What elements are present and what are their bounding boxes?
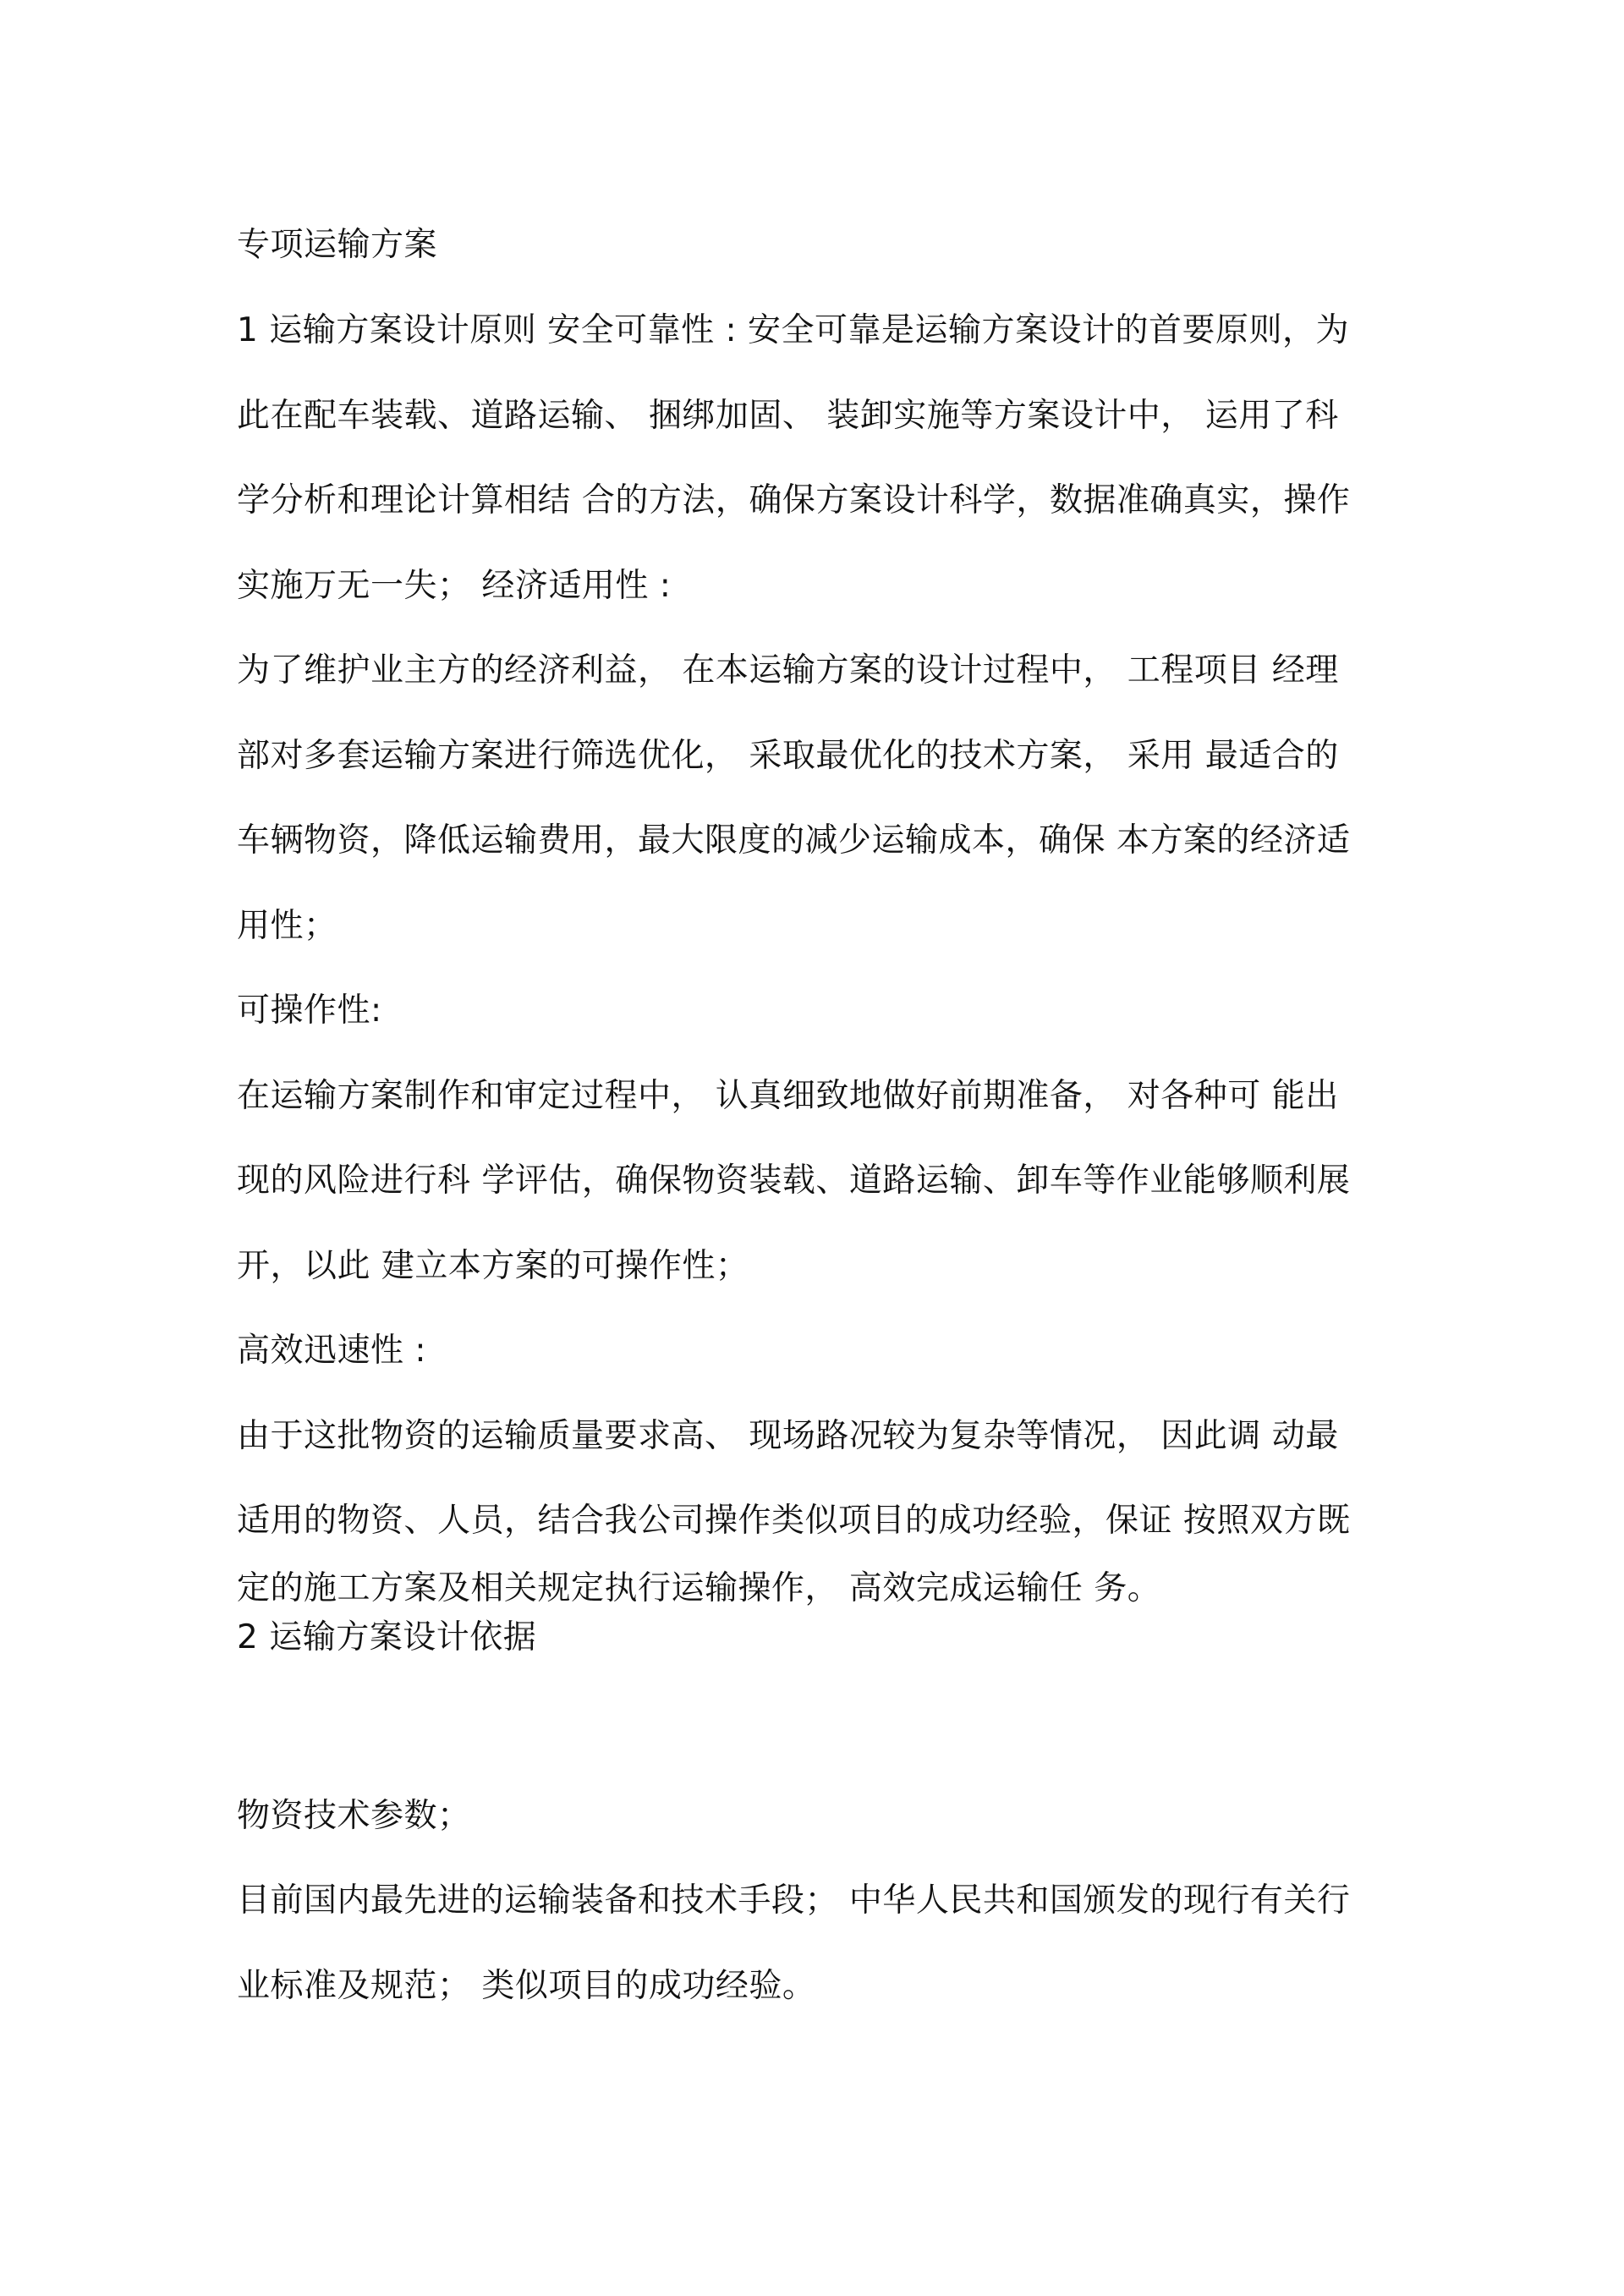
text-line: 用性； (237, 906, 337, 945)
section-1-text (237, 288, 1387, 1613)
document-body (237, 213, 1387, 2029)
text-line: 高效迅速性 : (237, 1332, 427, 1370)
text-line: 可操作性: (237, 991, 382, 1030)
text-line: 为了维护业主方的经济利益， 在本运输方案的设计过程中， 工程项目 经理 (237, 651, 1339, 689)
section-2-heading: 2 运输方案设计依据 (237, 1618, 537, 1656)
text-line: 物资技术参数； (237, 1796, 471, 1835)
document-title: 专项运输方案 (237, 226, 438, 264)
text-line: 此在配车装载、道路运输、 捆绑加固、 装卸实施等方案设计中， 运用了科 (237, 396, 1339, 435)
text-line: 开，以此 建立本方案的可操作性； (237, 1246, 749, 1285)
text-line: 在运输方案制作和审定过程中， 认真细致地做好前期准备， 对各种可 能出 (237, 1076, 1339, 1115)
text-line: 1 运输方案设计原则 安全可靠性 : 安全可靠是运输方案设计的首要原则，为 (237, 311, 1350, 349)
text-line: 实施万无一失； 经济适用性 : (237, 566, 672, 605)
text-line: 定的施工方案及相关规定执行运输操作， 高效完成运输任 务。 (237, 1568, 1161, 1607)
text-line: 学分析和理论计算相结 合的方法，确保方案设计科学，数据准确真实，操作 (237, 481, 1351, 519)
text-line: 现的风险进行科 学评估，确保物资装载、道路运输、卸车等作业能够顺利展 (237, 1162, 1351, 1200)
text-line: 由于这批物资的运输质量要求高、 现场路况较为复杂等情况， 因此调 动最 (237, 1416, 1339, 1455)
text-line: 适用的物资、人员，结合我公司操作类似项目的成功经验，保证 按照双方既 (237, 1502, 1351, 1540)
text-line: 目前国内最先进的运输装备和技术手段； 中华人民共和国颁发的现行有关行 (237, 1881, 1351, 1920)
spacer (237, 1662, 1387, 1774)
text-line: 业标准及规范； 类似项目的成功经验。 (237, 1966, 816, 2005)
text-line: 车辆物资，降低运输费用，最大限度的减少运输成本，确保 本方案的经济适 (237, 821, 1351, 860)
section-2-text (237, 1774, 1387, 2030)
text-line: 部对多套运输方案进行筛选优化， 采取最优化的技术方案， 采用 最适合的 (237, 736, 1339, 775)
